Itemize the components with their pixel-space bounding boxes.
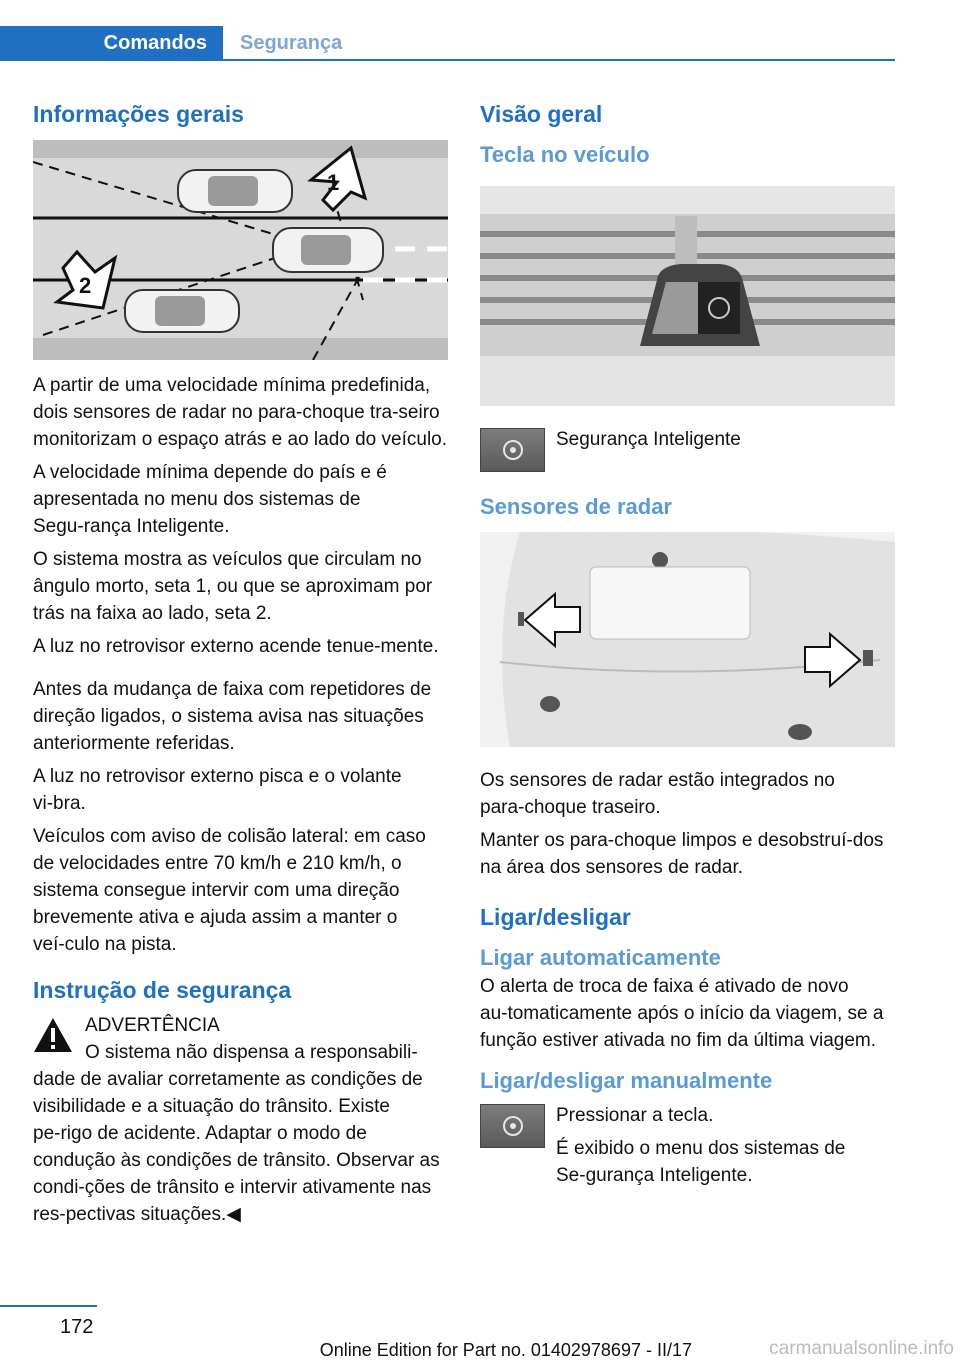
heading-general-info: Informações gerais [33, 101, 244, 127]
auto-paragraph: O alerta de troca de faixa é ativado de novo au‑tomaticamente após o início da viagem, se a função estiver ativada no fim da última viagem. [480, 976, 884, 1051]
heading-overview: Visão geral [480, 101, 603, 127]
warning-text-first: O sistema não dispensa a responsabili‑ [85, 1042, 418, 1063]
vehicle-key-photo [480, 186, 895, 406]
manual-key-row [480, 1102, 895, 1189]
intelligent-safety-button-icon [480, 428, 545, 472]
radar-sensor-photo [480, 532, 895, 747]
intelligent-safety-button-icon-2 [480, 1104, 545, 1148]
heading-on-off: Ligar/desligar [480, 904, 631, 930]
tab-bar [0, 26, 895, 62]
right-column [480, 98, 895, 1189]
blind-spot-diagram [33, 140, 448, 360]
manual-paragraph-2: É exibido o menu dos sistemas de Se‑gurança Inteligente. [556, 1138, 846, 1186]
warning-block [33, 1012, 448, 1066]
subheading-radar: Sensores de radar [480, 494, 672, 519]
page-number: 172 [60, 1316, 94, 1338]
warning-text-rest: dade de avaliar corretamente as condições de visibilidade e a situação do trânsito. Existe pe‑rigo de acidente. Adaptar o modo de condução às condições de trânsito. Observar as condi‑ções de trânsito e intervir ativamente nas res‑pectivas situações.◀ [33, 1069, 440, 1225]
paragraph-intro: A partir de uma velocidade mínima predefinida, dois sensores de radar no para‑choque tra‑seiro monitorizam o espaço atrás e ao lado do veículo. [33, 375, 448, 450]
paragraph-display: O sistema mostra as veículos que circulam no ângulo morto, seta 1, ou que se aproximam por trás na faixa ao lado, seta 2. [33, 549, 433, 624]
tab-comandos[interactable]: Comandos [0, 26, 223, 60]
warning-title: ADVERTÊNCIA [85, 1015, 220, 1036]
paragraph-light-flash: A luz no retrovisor externo pisca e o volante vi‑bra. [33, 766, 402, 814]
manual-paragraph-1: Pressionar a tecla. [556, 1105, 714, 1126]
watermark: carmanualsonline.info [769, 1338, 954, 1359]
key-row-intelligent-safety [480, 426, 895, 472]
left-column [33, 98, 448, 1228]
subheading-manual: Ligar/desligar manualmente [480, 1068, 773, 1093]
page-number-rule [0, 1305, 97, 1307]
svg-text:1: 1 [327, 170, 340, 195]
edition-footer: Online Edition for Part no. 01402978697 - II/17 [319, 1340, 692, 1360]
key-label: Segurança Inteligente [556, 429, 741, 450]
radar-paragraph-2: Manter os para‑choque limpos e desobstruí‑dos na área dos sensores de radar. [480, 830, 884, 878]
paragraph-side-collision: Veículos com aviso de colisão lateral: em caso de velocidades entre 70 km/h e 210 km/h, o sistema consegue intervir com uma direção brevemente ativa e ajuda assim a manter o veí‑culo na pista. [33, 826, 426, 955]
tab-rule [0, 59, 895, 61]
tab-seguranca[interactable]: Segurança [240, 31, 343, 54]
paragraph-light-dim: A luz no retrovisor externo acende tenue‑mente. [33, 636, 439, 657]
subheading-auto: Ligar automaticamente [480, 945, 721, 970]
paragraph-lane-change: Antes da mudança de faixa com repetidores de direção ligados, o sistema avisa nas situações anteriormente referidas. [33, 679, 432, 754]
svg-text:2: 2 [79, 273, 92, 298]
subheading-key: Tecla no veículo [480, 142, 650, 167]
car-middle [273, 228, 383, 272]
car-bottom [125, 290, 239, 332]
radar-paragraph-1: Os sensores de radar estão integrados no para‑choque traseiro. [480, 770, 835, 818]
heading-safety-instruction: Instrução de segurança [33, 977, 292, 1003]
warning-triangle-icon [33, 1016, 73, 1054]
car-top-left [178, 170, 292, 212]
paragraph-min-speed: A velocidade mínima depende do país e é apresentada no menu dos sistemas de Segu‑rança Inteligente. [33, 462, 387, 537]
